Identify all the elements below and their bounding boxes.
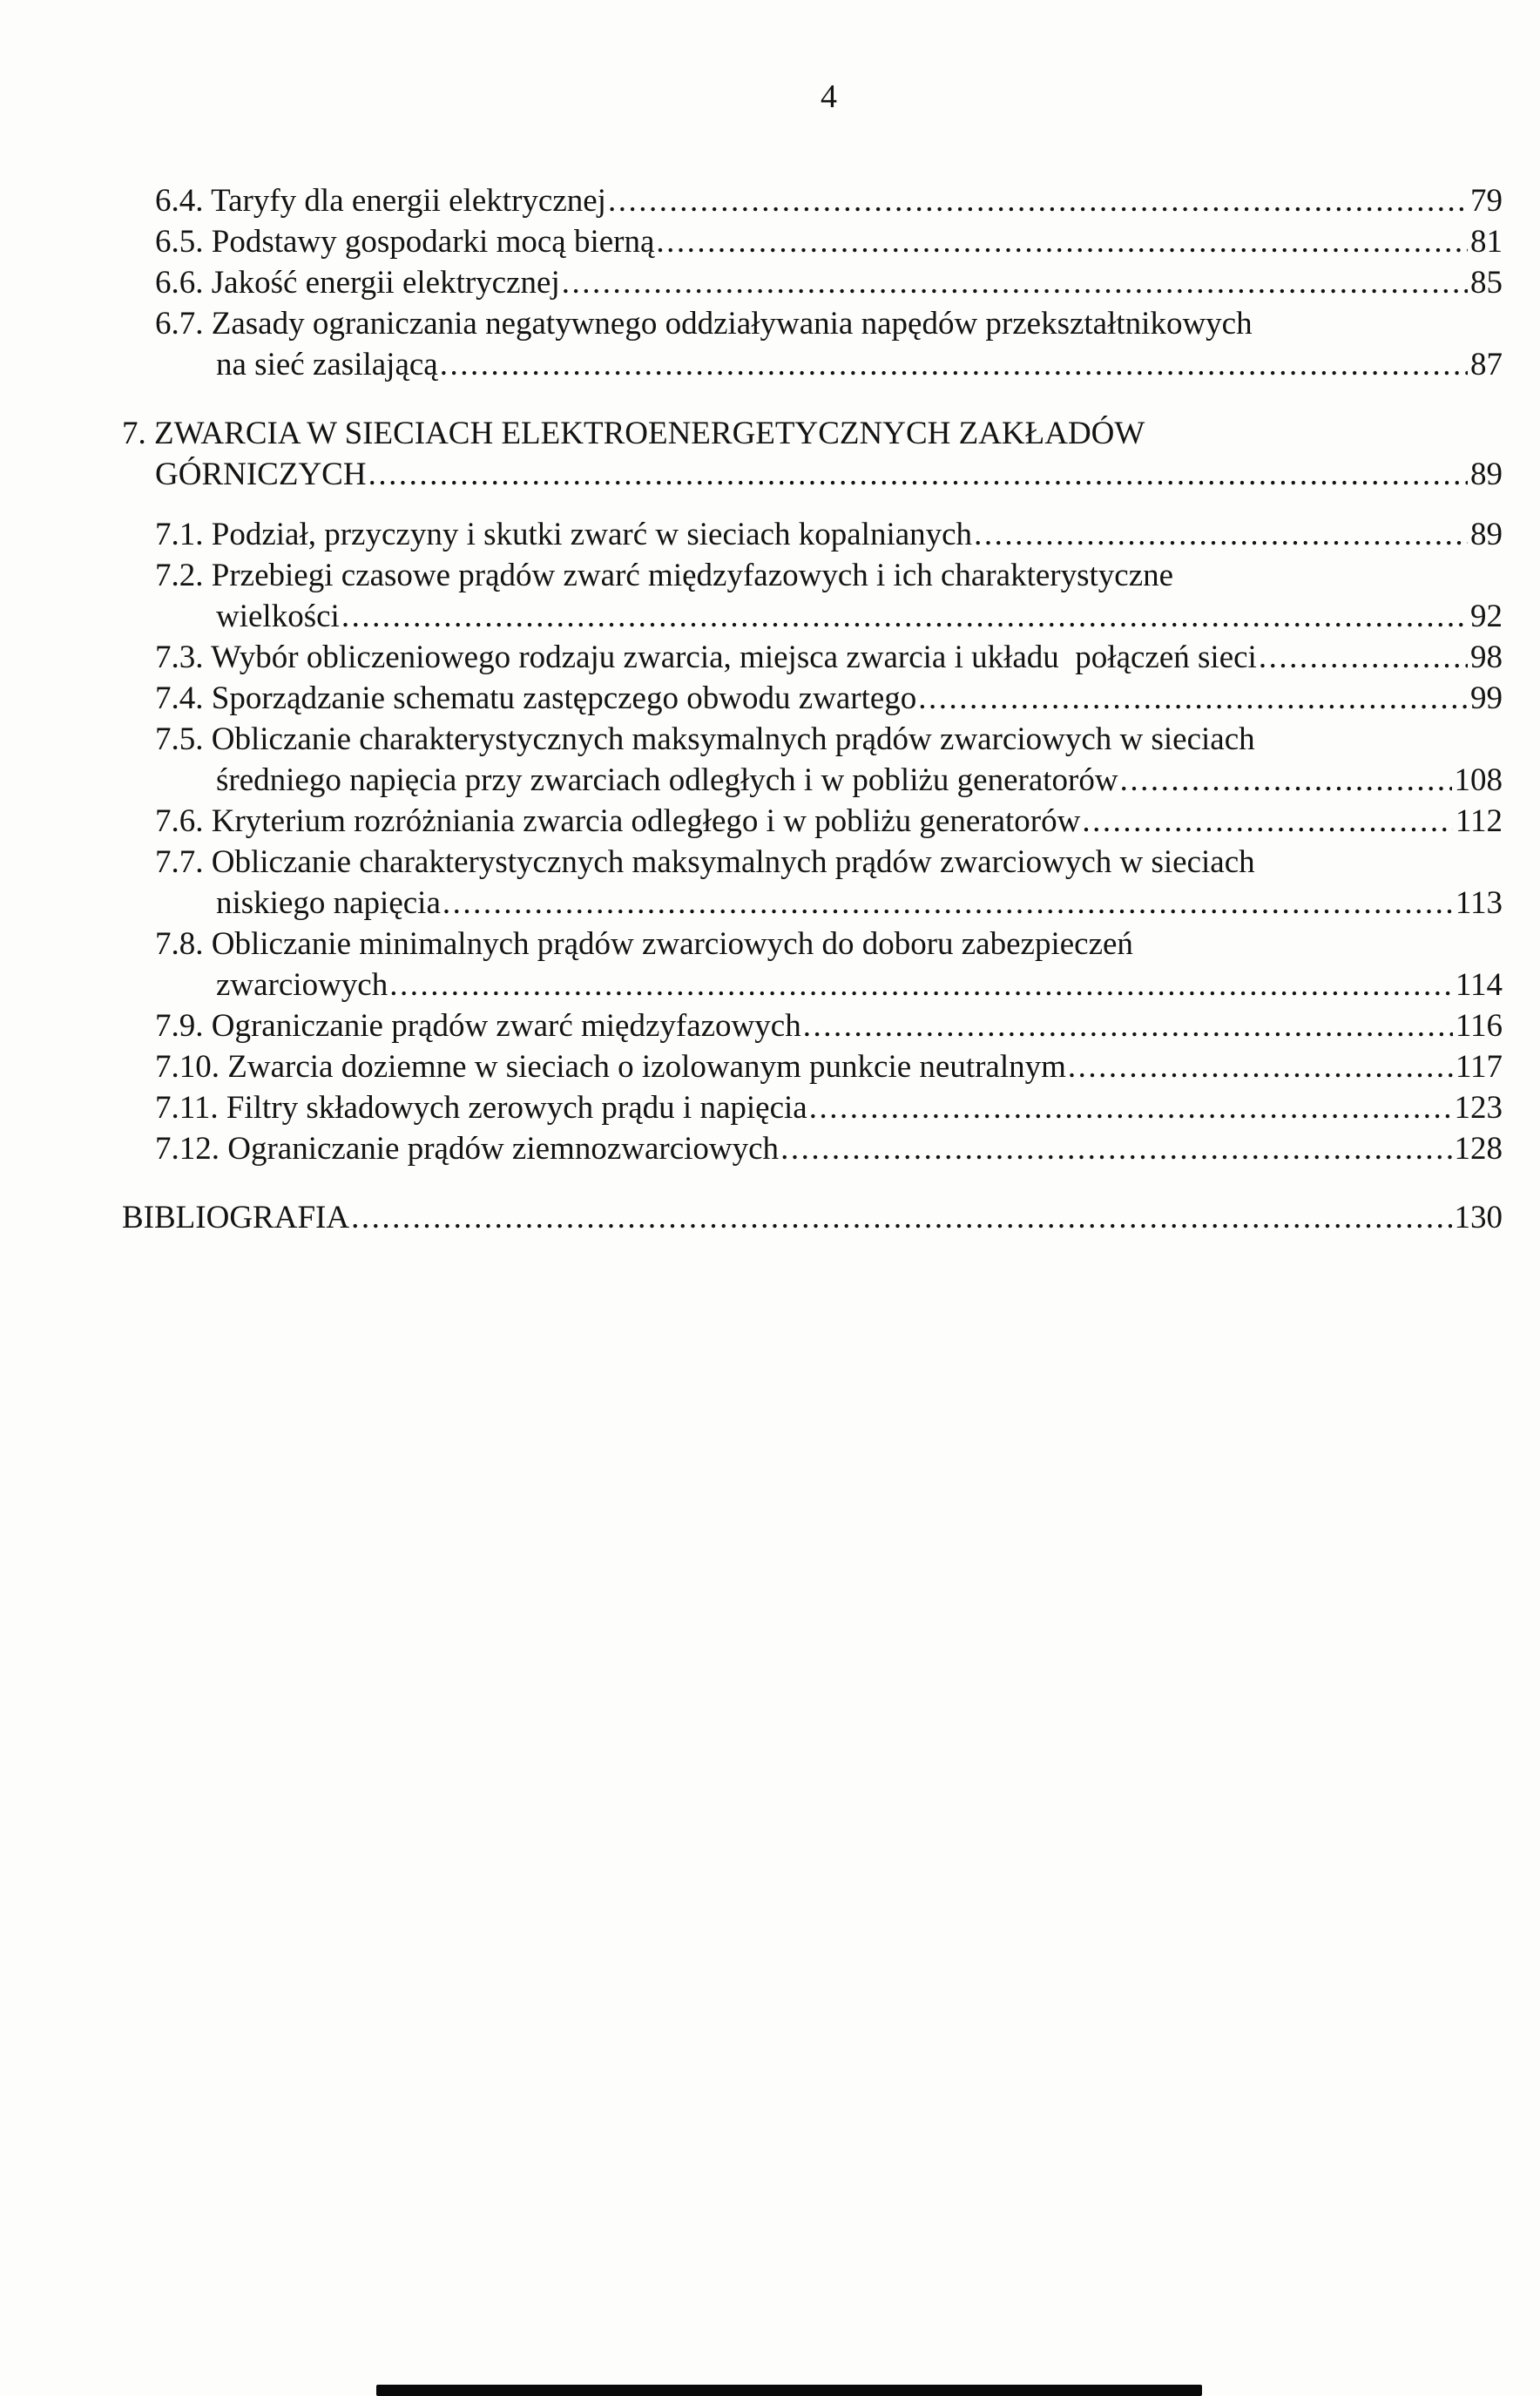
dot-leader bbox=[1120, 760, 1452, 801]
toc-line bbox=[155, 303, 1503, 344]
entry-page-number: 81 bbox=[1470, 224, 1503, 260]
dot-leader bbox=[341, 596, 1468, 637]
entry-text: 7.8. Obliczanie minimalnych prądów zwarciowych do doboru zabezpieczeń bbox=[155, 926, 1133, 962]
entry-page-number: 89 bbox=[1470, 517, 1503, 552]
entry-page-number: 114 bbox=[1455, 967, 1503, 1003]
entry-page-number: 130 bbox=[1454, 1200, 1503, 1235]
entry-text: 7.6. Kryterium rozróżniania zwarcia odległego i w pobliżu generatorów bbox=[155, 803, 1081, 839]
entry-page-number: 128 bbox=[1454, 1131, 1503, 1167]
entry-text: 6.4. Taryfy dla energii elektrycznej bbox=[155, 183, 606, 219]
toc-line bbox=[155, 1046, 1503, 1087]
dot-leader bbox=[1259, 637, 1468, 678]
entry-text: 7.10. Zwarcia doziemne w sieciach o izolowanym punkcie neutralnym bbox=[155, 1049, 1066, 1085]
toc-entry bbox=[155, 842, 1503, 924]
toc-line bbox=[155, 964, 1503, 1005]
entry-text: GÓRNICZYCH bbox=[155, 457, 367, 492]
entry-text: 6.6. Jakość energii elektrycznej bbox=[155, 265, 560, 301]
entry-page-number: 108 bbox=[1454, 762, 1503, 798]
toc-line bbox=[155, 924, 1503, 964]
toc-entry bbox=[155, 514, 1503, 555]
toc-entry bbox=[155, 262, 1503, 303]
toc-entry bbox=[155, 637, 1503, 678]
entry-text: 6.5. Podstawy gospodarki mocą bierną bbox=[155, 224, 655, 260]
entry-page-number: 89 bbox=[1470, 457, 1503, 492]
toc-entry bbox=[155, 303, 1503, 385]
dot-leader bbox=[974, 514, 1468, 555]
entry-text: 7.1. Podział, przyczyny i skutki zwarć w sieciach kopalnianych bbox=[155, 517, 973, 552]
entry-page-number: 87 bbox=[1470, 347, 1503, 382]
toc-entry bbox=[155, 221, 1503, 262]
toc-line bbox=[155, 678, 1503, 719]
entry-page-number: 113 bbox=[1455, 885, 1503, 921]
toc-line bbox=[155, 801, 1503, 842]
toc-line bbox=[122, 1197, 1503, 1238]
dot-leader bbox=[440, 344, 1468, 385]
toc-line bbox=[122, 413, 1503, 454]
toc-line bbox=[155, 1087, 1503, 1128]
entry-page-number: 99 bbox=[1470, 680, 1503, 716]
toc-line bbox=[155, 514, 1503, 555]
toc-line bbox=[155, 1128, 1503, 1169]
dot-leader bbox=[608, 180, 1468, 221]
entry-page-number: 98 bbox=[1470, 640, 1503, 675]
toc-entry bbox=[155, 801, 1503, 842]
toc-entry bbox=[155, 1005, 1503, 1046]
toc-entry bbox=[122, 413, 1503, 495]
entry-text: 7. ZWARCIA W SIECIACH ELEKTROENERGETYCZNYCH ZAKŁADÓW bbox=[122, 416, 1145, 451]
dot-leader bbox=[389, 964, 1453, 1005]
page-content bbox=[122, 77, 1503, 1238]
toc-line bbox=[122, 454, 1503, 495]
entry-text: 7.4. Sporządzanie schematu zastępczego obwodu zwartego bbox=[155, 680, 917, 716]
entry-page-number: 85 bbox=[1470, 265, 1503, 301]
toc-line bbox=[155, 719, 1503, 760]
entry-text: wielkości bbox=[216, 599, 340, 634]
entry-text: 7.3. Wybór obliczeniowego rodzaju zwarcia, miejsca zwarcia i układu połączeń sieci bbox=[155, 640, 1257, 675]
entry-page-number: 112 bbox=[1455, 803, 1503, 839]
entry-text: 6.7. Zasady ograniczania negatywnego oddziaływania napędów przekształtnikowych bbox=[155, 306, 1253, 342]
dot-leader bbox=[803, 1005, 1453, 1046]
dot-leader bbox=[1082, 801, 1453, 842]
toc-line bbox=[155, 262, 1503, 303]
toc-entry bbox=[155, 678, 1503, 719]
entry-text: 7.11. Filtry składowych zerowych prądu i napięcia bbox=[155, 1090, 807, 1126]
toc-entry bbox=[155, 1087, 1503, 1128]
entry-page-number: 116 bbox=[1455, 1008, 1503, 1044]
toc-entry bbox=[155, 719, 1503, 801]
toc-entry bbox=[155, 1128, 1503, 1169]
entry-text: na sieć zasilającą bbox=[216, 347, 438, 382]
toc-line bbox=[155, 760, 1503, 801]
toc-line bbox=[155, 555, 1503, 596]
dot-leader bbox=[656, 221, 1468, 262]
entry-text: 7.2. Przebiegi czasowe prądów zwarć międzyfazowych i ich charakterystyczne bbox=[155, 558, 1174, 593]
entry-text: zwarciowych bbox=[216, 967, 388, 1003]
entry-text: niskiego napięcia bbox=[216, 885, 441, 921]
toc-entry bbox=[155, 180, 1503, 221]
toc-line bbox=[155, 1005, 1503, 1046]
dot-leader bbox=[809, 1087, 1452, 1128]
dot-leader bbox=[368, 454, 1468, 495]
dot-leader bbox=[780, 1128, 1451, 1169]
toc-line bbox=[155, 596, 1503, 637]
entry-text: BIBLIOGRAFIA bbox=[122, 1200, 350, 1235]
toc-entry bbox=[155, 555, 1503, 637]
page-number-header: 4 bbox=[821, 78, 837, 115]
entry-text: 7.12. Ograniczanie prądów ziemnozwarciowych bbox=[155, 1131, 780, 1167]
dot-leader bbox=[1068, 1046, 1453, 1087]
toc-entry bbox=[155, 924, 1503, 1005]
toc-line bbox=[155, 221, 1503, 262]
scan-artifact-bar bbox=[376, 2385, 1202, 2396]
toc-line bbox=[155, 344, 1503, 385]
toc-entry bbox=[155, 1046, 1503, 1087]
toc-line bbox=[155, 883, 1503, 924]
entry-page-number: 79 bbox=[1470, 183, 1503, 219]
toc-entry bbox=[122, 1197, 1503, 1238]
dot-leader bbox=[918, 678, 1468, 719]
entry-text: średniego napięcia przy zwarciach odległych i w pobliżu generatorów bbox=[216, 762, 1118, 798]
entry-text: 7.9. Ograniczanie prądów zwarć międzyfazowych bbox=[155, 1008, 801, 1044]
dot-leader bbox=[562, 262, 1468, 303]
dot-leader bbox=[442, 883, 1453, 924]
toc-line bbox=[155, 842, 1503, 883]
entry-page-number: 117 bbox=[1455, 1049, 1503, 1085]
entry-page-number: 92 bbox=[1470, 599, 1503, 634]
toc-line bbox=[155, 180, 1503, 221]
entry-page-number: 123 bbox=[1454, 1090, 1503, 1126]
entry-text: 7.7. Obliczanie charakterystycznych maksymalnych prądów zwarciowych w sieciach bbox=[155, 844, 1255, 880]
toc-line bbox=[155, 637, 1503, 678]
dot-leader bbox=[351, 1197, 1451, 1238]
entry-text: 7.5. Obliczanie charakterystycznych maksymalnych prądów zwarciowych w sieciach bbox=[155, 721, 1255, 757]
toc bbox=[122, 180, 1503, 1238]
